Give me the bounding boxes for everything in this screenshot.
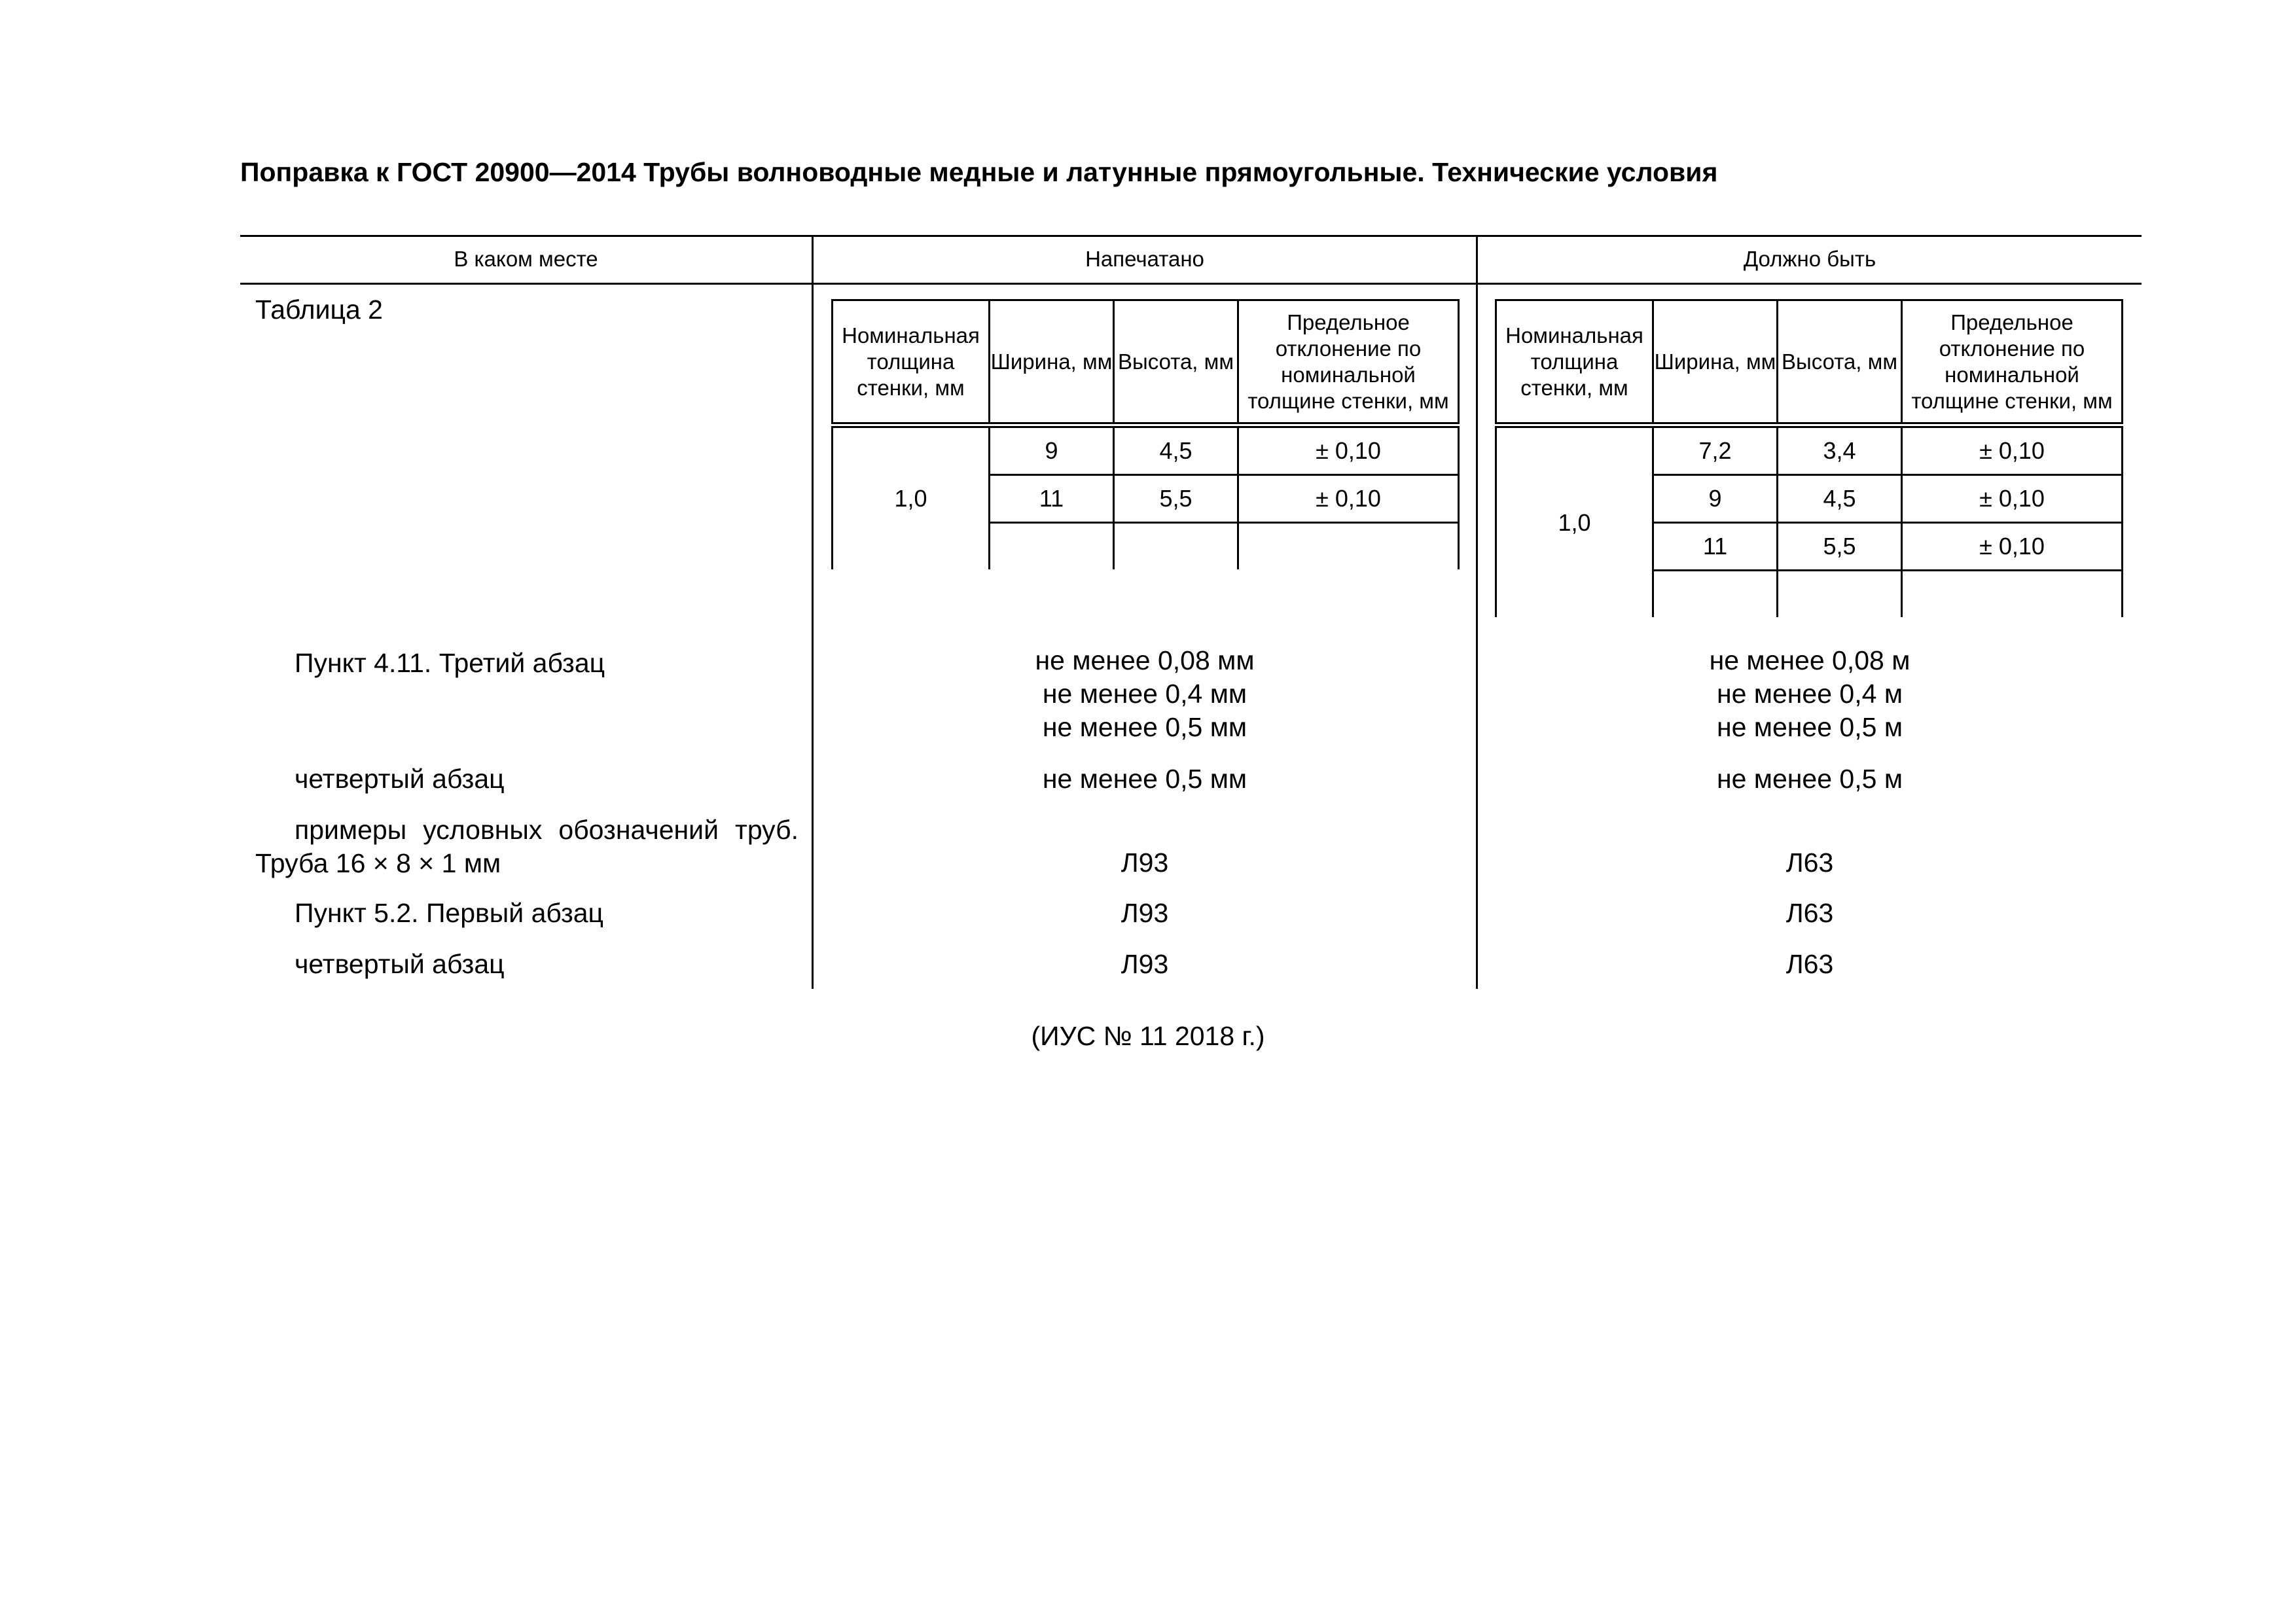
row-where-4-11: Пункт 4.11. Третий абзац (295, 648, 605, 678)
should-be-table (1495, 299, 2123, 617)
table-row (1496, 425, 2123, 475)
examples-line-1: примеры условных обозначений труб. (295, 815, 798, 845)
should-be-thickness-cell: 1,0 (1496, 425, 1653, 618)
should-be-height-cell: 5,5 (1778, 523, 1902, 571)
printed-header-width: Ширина, мм (990, 300, 1114, 425)
empty-cell (1238, 523, 1459, 570)
empty-cell (990, 523, 1114, 570)
should-be-width-cell: 11 (1653, 523, 1778, 571)
row-where-5-2-fourth: четвертый абзац (295, 949, 505, 979)
should-be-deviation-cell: ± 0,10 (1902, 475, 2123, 523)
column-header-where: В каком месте (454, 247, 598, 271)
printed-thickness-cell: 1,0 (833, 425, 990, 570)
should-be-value: не менее 0,08 м (1709, 645, 1910, 675)
empty-cell (1902, 571, 2123, 618)
printed-header-height: Высота, мм (1114, 300, 1238, 425)
should-be-header-width: Ширина, мм (1653, 300, 1778, 425)
printed-header-deviation: Предельное отклонение по номинальной толщине стенки, мм (1238, 300, 1459, 425)
row-printed-5-2-fourth: Л93 (1121, 949, 1169, 979)
should-be-header-deviation: Предельное отклонение по номинальной толщине стенки, мм (1902, 300, 2123, 425)
printed-table (831, 299, 1460, 569)
printed-value: не менее 0,4 мм (1042, 679, 1247, 709)
table-top-rule (240, 235, 2142, 237)
printed-value: не менее 0,5 мм (1042, 712, 1247, 742)
printed-deviation-cell: ± 0,10 (1238, 425, 1459, 475)
row-should-be-5-2-fourth: Л63 (1785, 949, 1834, 979)
row-should-be-4-11 (1478, 644, 2142, 744)
printed-header-thickness: Номинальная толщина стенки, мм (833, 300, 990, 425)
should-be-header-height: Высота, мм (1778, 300, 1902, 425)
printed-height-cell: 4,5 (1114, 425, 1238, 475)
column-header-should-be: Должно быть (1743, 247, 1876, 271)
should-be-height-cell: 4,5 (1778, 475, 1902, 523)
should-be-header-thickness: Номинальная толщина стенки, мм (1496, 300, 1653, 425)
row-printed-fourth-paragraph: не менее 0,5 мм (1042, 764, 1247, 794)
row-where-fourth-paragraph: четвертый абзац (295, 764, 505, 794)
empty-cell (1114, 523, 1238, 570)
printed-width-cell: 9 (990, 425, 1114, 475)
should-be-height-cell: 3,4 (1778, 425, 1902, 475)
row-where-examples (255, 815, 798, 879)
should-be-value: не менее 0,4 м (1716, 679, 1903, 709)
document-title: Поправка к ГОСТ 20900—2014 Трубы волноводные медные и латунные прямоугольные. Технические условия (240, 157, 1718, 187)
row-where-5-2: Пункт 5.2. Первый абзац (295, 898, 604, 928)
examples-line-2: Труба 16 × 8 × 1 мм (255, 848, 501, 878)
row-printed-4-11 (814, 644, 1476, 744)
printed-width-cell: 11 (990, 475, 1114, 523)
row-should-be-examples: Л63 (1785, 847, 1834, 878)
row-printed-5-2: Л93 (1121, 898, 1169, 928)
empty-cell (1653, 571, 1778, 618)
should-be-deviation-cell: ± 0,10 (1902, 425, 2123, 475)
table-row (833, 425, 1459, 475)
row-should-be-5-2: Л63 (1785, 898, 1834, 928)
table2-label: Таблица 2 (255, 294, 383, 325)
row-should-be-fourth-paragraph: не менее 0,5 м (1716, 764, 1903, 794)
printed-value: не менее 0,08 мм (1035, 645, 1255, 675)
header-bottom-rule (240, 283, 2142, 285)
printed-deviation-cell: ± 0,10 (1238, 475, 1459, 523)
printed-height-cell: 5,5 (1114, 475, 1238, 523)
row-printed-examples: Л93 (1121, 847, 1169, 878)
should-be-deviation-cell: ± 0,10 (1902, 523, 2123, 571)
column-header-printed: Напечатано (1085, 247, 1204, 271)
should-be-width-cell: 7,2 (1653, 425, 1778, 475)
should-be-width-cell: 9 (1653, 475, 1778, 523)
footer-ius-note: (ИУС № 11 2018 г.) (1031, 1021, 1265, 1051)
empty-cell (1778, 571, 1902, 618)
should-be-value: не менее 0,5 м (1716, 712, 1903, 742)
